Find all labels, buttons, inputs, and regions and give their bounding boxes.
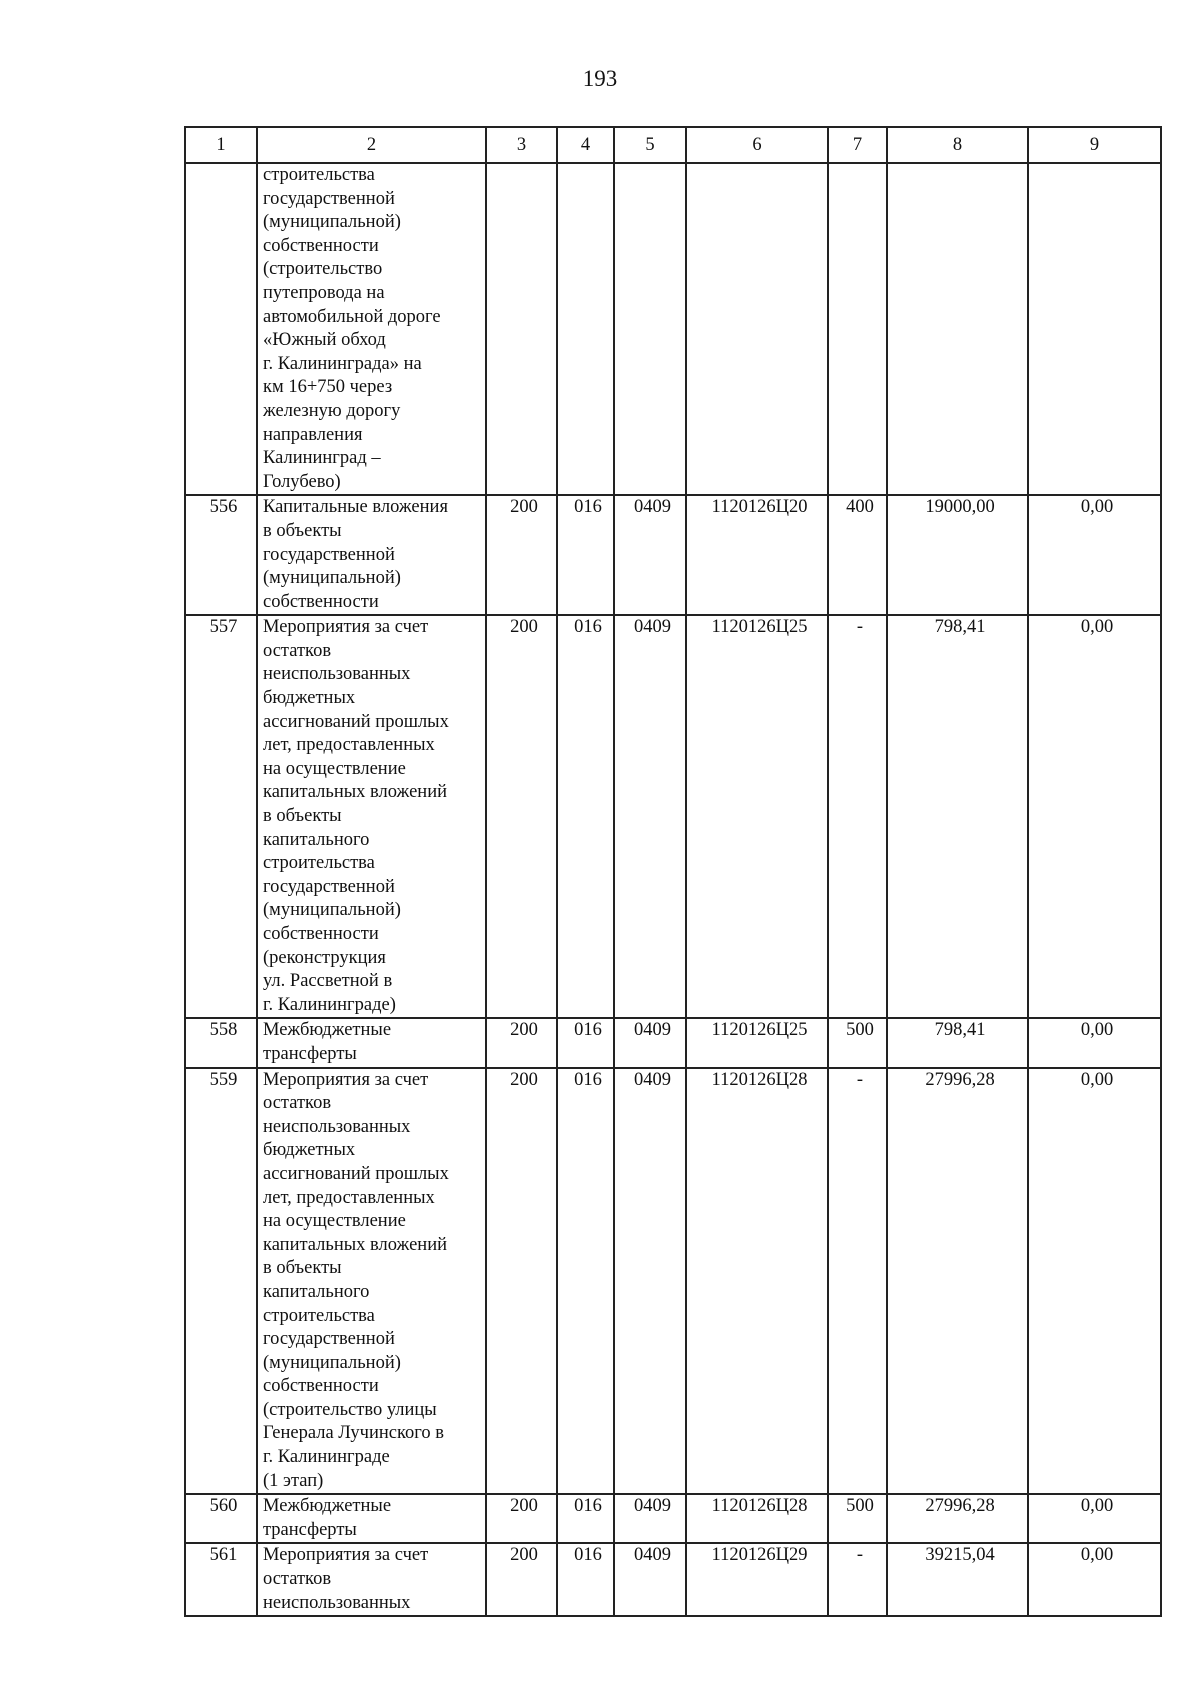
header-row — [185, 127, 1161, 163]
row-expense-type: - — [828, 1068, 887, 1495]
row-number: 557 — [185, 615, 257, 1018]
row-amount: 39215,04 — [887, 1543, 1028, 1616]
row-amount: 798,41 — [887, 615, 1028, 1018]
col-header-9: 9 — [1028, 127, 1161, 163]
row-amount-2: 0,00 — [1028, 1494, 1161, 1543]
row-name — [257, 163, 486, 495]
page-number: 193 — [582, 66, 618, 91]
row-amount-2: 0,00 — [1028, 495, 1161, 615]
col-header-2: 2 — [257, 127, 486, 163]
row-target-code: 1120126Ц28 — [686, 1068, 828, 1495]
row-subsection-code — [614, 163, 686, 495]
row-name-text: Межбюджетные трансферты — [263, 1496, 392, 1540]
row-amount: 798,41 — [887, 1018, 1028, 1067]
table-row — [185, 1068, 1161, 1495]
row-amount-2: 0,00 — [1028, 1018, 1161, 1067]
row-amount: 27996,28 — [887, 1494, 1028, 1543]
row-amount: 27996,28 — [887, 1068, 1028, 1495]
row-subsection-code: 0409 — [614, 1018, 686, 1067]
row-target-code: 1120126Ц28 — [686, 1494, 828, 1543]
row-ministry-code: 200 — [486, 1018, 557, 1067]
row-amount-2: 0,00 — [1028, 1543, 1161, 1616]
col-header-6: 6 — [686, 127, 828, 163]
table-row — [185, 615, 1161, 1018]
row-section-code — [557, 163, 614, 495]
budget-table — [184, 126, 1162, 1617]
row-name — [257, 1018, 486, 1067]
row-expense-type: 400 — [828, 495, 887, 615]
row-amount — [887, 163, 1028, 495]
row-name — [257, 1543, 486, 1616]
table-row — [185, 163, 1161, 495]
col-header-3: 3 — [486, 127, 557, 163]
row-amount-2: 0,00 — [1028, 615, 1161, 1018]
row-target-code — [686, 163, 828, 495]
row-target-code: 1120126Ц25 — [686, 1018, 828, 1067]
row-subsection-code: 0409 — [614, 1494, 686, 1543]
row-name-text: Межбюджетные трансферты — [263, 1020, 392, 1064]
row-subsection-code: 0409 — [614, 615, 686, 1018]
row-section-code: 016 — [557, 615, 614, 1018]
row-expense-type: - — [828, 1543, 887, 1616]
row-target-code: 1120126Ц25 — [686, 615, 828, 1018]
row-ministry-code: 200 — [486, 495, 557, 615]
row-name-text: Капитальные вложения в объекты государственной (муниципальной) собственности — [263, 497, 448, 612]
row-amount-2 — [1028, 163, 1161, 495]
row-section-code: 016 — [557, 1018, 614, 1067]
row-expense-type: - — [828, 615, 887, 1018]
col-header-4: 4 — [557, 127, 614, 163]
row-expense-type: 500 — [828, 1018, 887, 1067]
row-ministry-code: 200 — [486, 1068, 557, 1495]
row-name — [257, 615, 486, 1018]
row-number: 561 — [185, 1543, 257, 1616]
col-header-7: 7 — [828, 127, 887, 163]
row-expense-type: 500 — [828, 1494, 887, 1543]
row-name-text: Мероприятия за счет остатков неиспользованных бюджетных ассигнований прошлых лет, предоставленных на осуществление капитальных вложений в объекты капитального строительства государственной (муниципальной) собственности (строительство улицы Генерала Лучинского в г. Калининграде (1 этап) — [263, 1069, 449, 1491]
table-row — [185, 1494, 1161, 1543]
row-name-text: Мероприятия за счет остатков неиспользованных бюджетных ассигнований прошлых лет, предоставленных на осуществление капитальных вложений в объекты капитального строительства государственной (муниципальной) собственности (реконструкция ул. Рассветной в г. Калининграде) — [263, 617, 449, 1015]
row-ministry-code: 200 — [486, 1494, 557, 1543]
row-name — [257, 1068, 486, 1495]
row-number: 558 — [185, 1018, 257, 1067]
table-row — [185, 1018, 1161, 1067]
row-amount: 19000,00 — [887, 495, 1028, 615]
row-target-code: 1120126Ц29 — [686, 1543, 828, 1616]
col-header-5: 5 — [614, 127, 686, 163]
row-ministry-code: 200 — [486, 615, 557, 1018]
row-expense-type — [828, 163, 887, 495]
row-number: 559 — [185, 1068, 257, 1495]
row-subsection-code: 0409 — [614, 495, 686, 615]
row-target-code: 1120126Ц20 — [686, 495, 828, 615]
row-ministry-code — [486, 163, 557, 495]
row-amount-2: 0,00 — [1028, 1068, 1161, 1495]
row-section-code: 016 — [557, 495, 614, 615]
table-row — [185, 1543, 1161, 1616]
col-header-1: 1 — [185, 127, 257, 163]
row-name-text: Мероприятия за счет остатков неиспользованных — [263, 1545, 429, 1613]
row-section-code: 016 — [557, 1543, 614, 1616]
row-number — [185, 163, 257, 495]
row-name — [257, 495, 486, 615]
row-ministry-code: 200 — [486, 1543, 557, 1616]
row-name — [257, 1494, 486, 1543]
row-name-text: строительства государственной (муниципальной) собственности (строительство путепровода на автомобильной дороге «Южный обход г. Калининграда» на км 16+750 через железную дорогу направления Калининград – Голубево) — [263, 165, 441, 492]
row-section-code: 016 — [557, 1068, 614, 1495]
row-subsection-code: 0409 — [614, 1543, 686, 1616]
table-row — [185, 495, 1161, 615]
row-section-code: 016 — [557, 1494, 614, 1543]
col-header-8: 8 — [887, 127, 1028, 163]
row-number: 556 — [185, 495, 257, 615]
row-number: 560 — [185, 1494, 257, 1543]
row-subsection-code: 0409 — [614, 1068, 686, 1495]
